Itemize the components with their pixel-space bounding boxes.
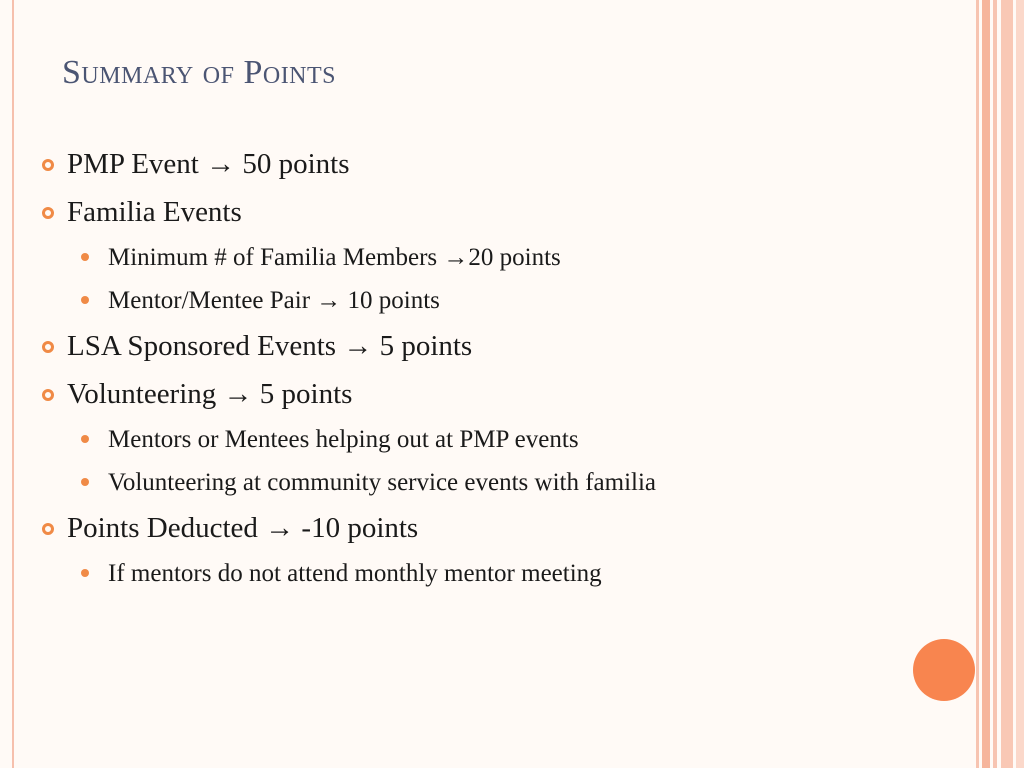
ring-bullet-icon [42,389,54,401]
decorative-stripe [1016,0,1024,768]
item-value: 5 points [259,378,353,410]
list-item [40,370,960,504]
decorative-stripe [982,0,990,768]
ring-bullet-icon [42,159,54,171]
item-label: Familia Events [67,196,242,228]
arrow-right-icon: → [206,148,236,180]
item-label: PMP Event [67,148,199,180]
list-item [40,504,960,595]
item-value: 5 points [379,330,473,362]
sub-item-community-service [40,461,960,504]
item-label: Volunteering [67,378,217,410]
item-value: 50 points [242,148,350,180]
ring-bullet-icon [42,207,54,219]
list-item [40,188,960,322]
sub-item-label: Minimum # of Familia Members [108,244,438,271]
sub-list [40,236,960,322]
sub-item-value: 10 points [347,287,440,314]
sub-list [40,418,960,504]
dot-bullet-icon [81,478,89,486]
decorative-circle [913,639,975,701]
bullet-item-points-deducted [40,504,960,552]
dot-bullet-icon [81,569,89,577]
left-border-line [12,0,14,768]
sub-item-mentors-helping [40,418,960,461]
bullet-item-pmp-event [40,140,960,188]
sub-item-label: Mentor/Mentee Pair [108,287,311,314]
sub-item-label: Volunteering at community service events with familia [108,469,657,496]
bullet-item-familia-events [40,188,960,236]
dot-bullet-icon [81,435,89,443]
arrow-right-icon: → [443,244,469,271]
list-item [40,322,960,370]
sub-item-minimum-members [40,236,960,279]
item-value: -10 points [301,512,419,544]
dot-bullet-icon [81,253,89,261]
sub-item-mentor-mentee-pair [40,279,960,322]
bullet-item-volunteering [40,370,960,418]
sub-list [40,552,960,595]
item-label: Points Deducted [67,512,258,544]
sub-item-monthly-meeting [40,552,960,595]
decorative-stripe [976,0,979,768]
bullet-list [40,140,960,595]
slide-title: Summary of Points [62,54,337,91]
item-label: LSA Sponsored Events [67,330,337,362]
arrow-right-icon: → [223,378,253,410]
decorative-stripe [993,0,997,768]
sub-item-label: If mentors do not attend monthly mentor meeting [108,560,602,587]
decorative-stripe [1001,0,1013,768]
arrow-right-icon: → [265,512,295,544]
list-item [40,140,960,188]
ring-bullet-icon [42,341,54,353]
sub-item-label: Mentors or Mentees helping out at PMP events [108,426,579,453]
arrow-right-icon: → [316,287,342,314]
bullet-item-lsa-sponsored-events [40,322,960,370]
dot-bullet-icon [81,296,89,304]
ring-bullet-icon [42,523,54,535]
arrow-right-icon: → [343,330,373,362]
sub-item-value: 20 points [468,244,561,271]
